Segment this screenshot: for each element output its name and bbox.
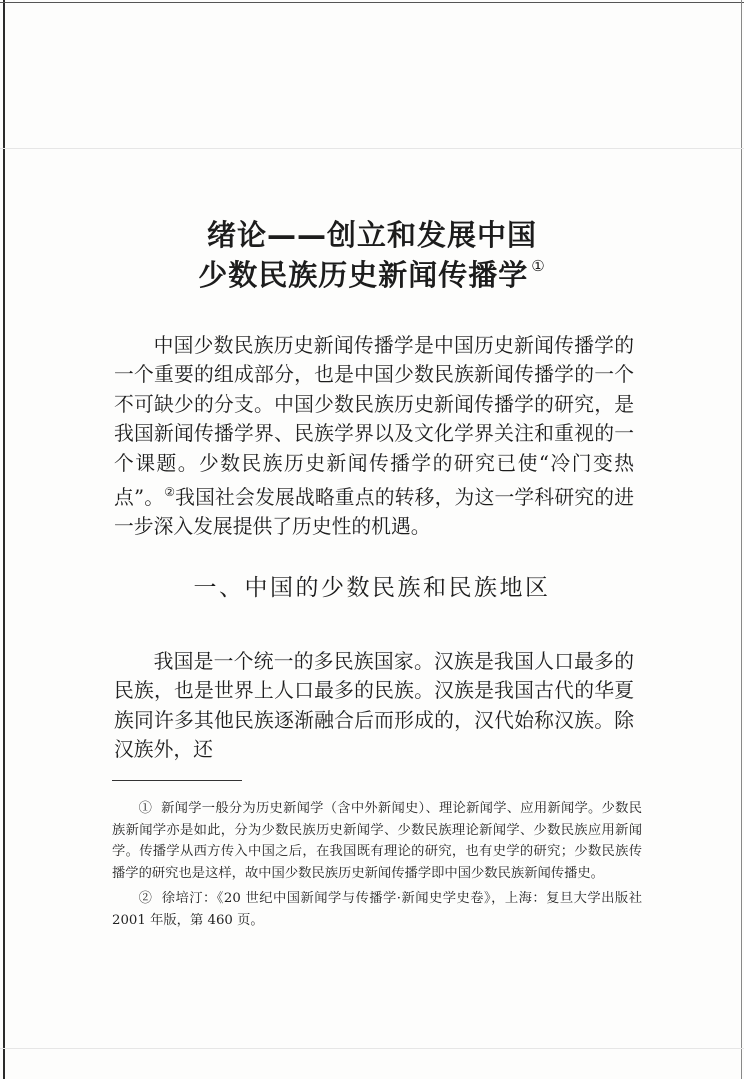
bleed-through-line <box>0 148 744 149</box>
section-heading-text: 一、中国的少数民族和民族地区 <box>193 575 551 601</box>
footnote-1-text: 新闻学一般分为历史新闻学（含中外新闻史）、理论新闻学、应用新闻学。少数民族新闻学亦是如此，分为少数民族历史新闻学、少数民族理论新闻学、少数民族应用新闻学。传播学从西方传入中国之后，在我国既有理论的研究，也有史学的研究；少数民族传播学的研究也是这样，故中国少数民族历史新闻传播学即中国少数民族新闻传播史。 <box>112 801 642 881</box>
page-left-edge <box>3 0 5 1079</box>
body-paragraph <box>114 647 634 765</box>
chapter-title-text-2: 少数民族历史新闻传播学 <box>198 258 529 292</box>
footnote-2-text: 徐培汀：《20 世纪中国新闻学与传播学·新闻史学史卷》，上海：复旦大学出版社 2001 年版，第 460 页。 <box>112 891 642 928</box>
chapter-title-line-2 <box>0 253 744 294</box>
footnote-ref-2[interactable]: ② <box>164 485 176 500</box>
footnote-1-mark: ① <box>138 801 153 816</box>
body-paragraph-text: 我国是一个统一的多民族国家。汉族是我国人口最多的民族，也是世界上人口最多的民族。汉族是我国古代的华夏族同许多其他民族逐渐融合后而形成的，汉代始称汉族。除汉族外，还 <box>114 650 634 762</box>
bleed-through-line <box>0 1048 744 1049</box>
section-heading <box>0 569 744 602</box>
footnote-2-mark: ② <box>138 891 153 907</box>
intro-paragraph <box>114 331 634 542</box>
chapter-title-line-1 <box>0 213 744 254</box>
footnote-ref-1[interactable]: ① <box>531 257 546 275</box>
footnote-2 <box>112 888 642 931</box>
chapter-title-text-1: 绪论——创立和发展中国 <box>206 218 537 252</box>
footnote-1 <box>112 798 642 884</box>
footnotes <box>112 798 642 936</box>
intro-text-part-1: 中国少数民族历史新闻传播学是中国历史新闻传播学的一个重要的组成部分，也是中国少数民族新闻传播学的一个不可缺少的分支。中国少数民族历史新闻传播学的研究，是我国新闻传播学界、民族学界以及文化学界关注和重视的一个课题。少数民族历史新闻传播学的研究已使“冷门变热点”。 <box>114 334 634 510</box>
page-right-edge <box>741 0 742 1079</box>
page-top-edge <box>0 2 744 3</box>
intro-text-part-2: 我国社会发展战略重点的转移，为这一学科研究的进一步深入发展提供了历史性的机遇。 <box>114 486 634 539</box>
footnote-separator <box>112 780 242 781</box>
